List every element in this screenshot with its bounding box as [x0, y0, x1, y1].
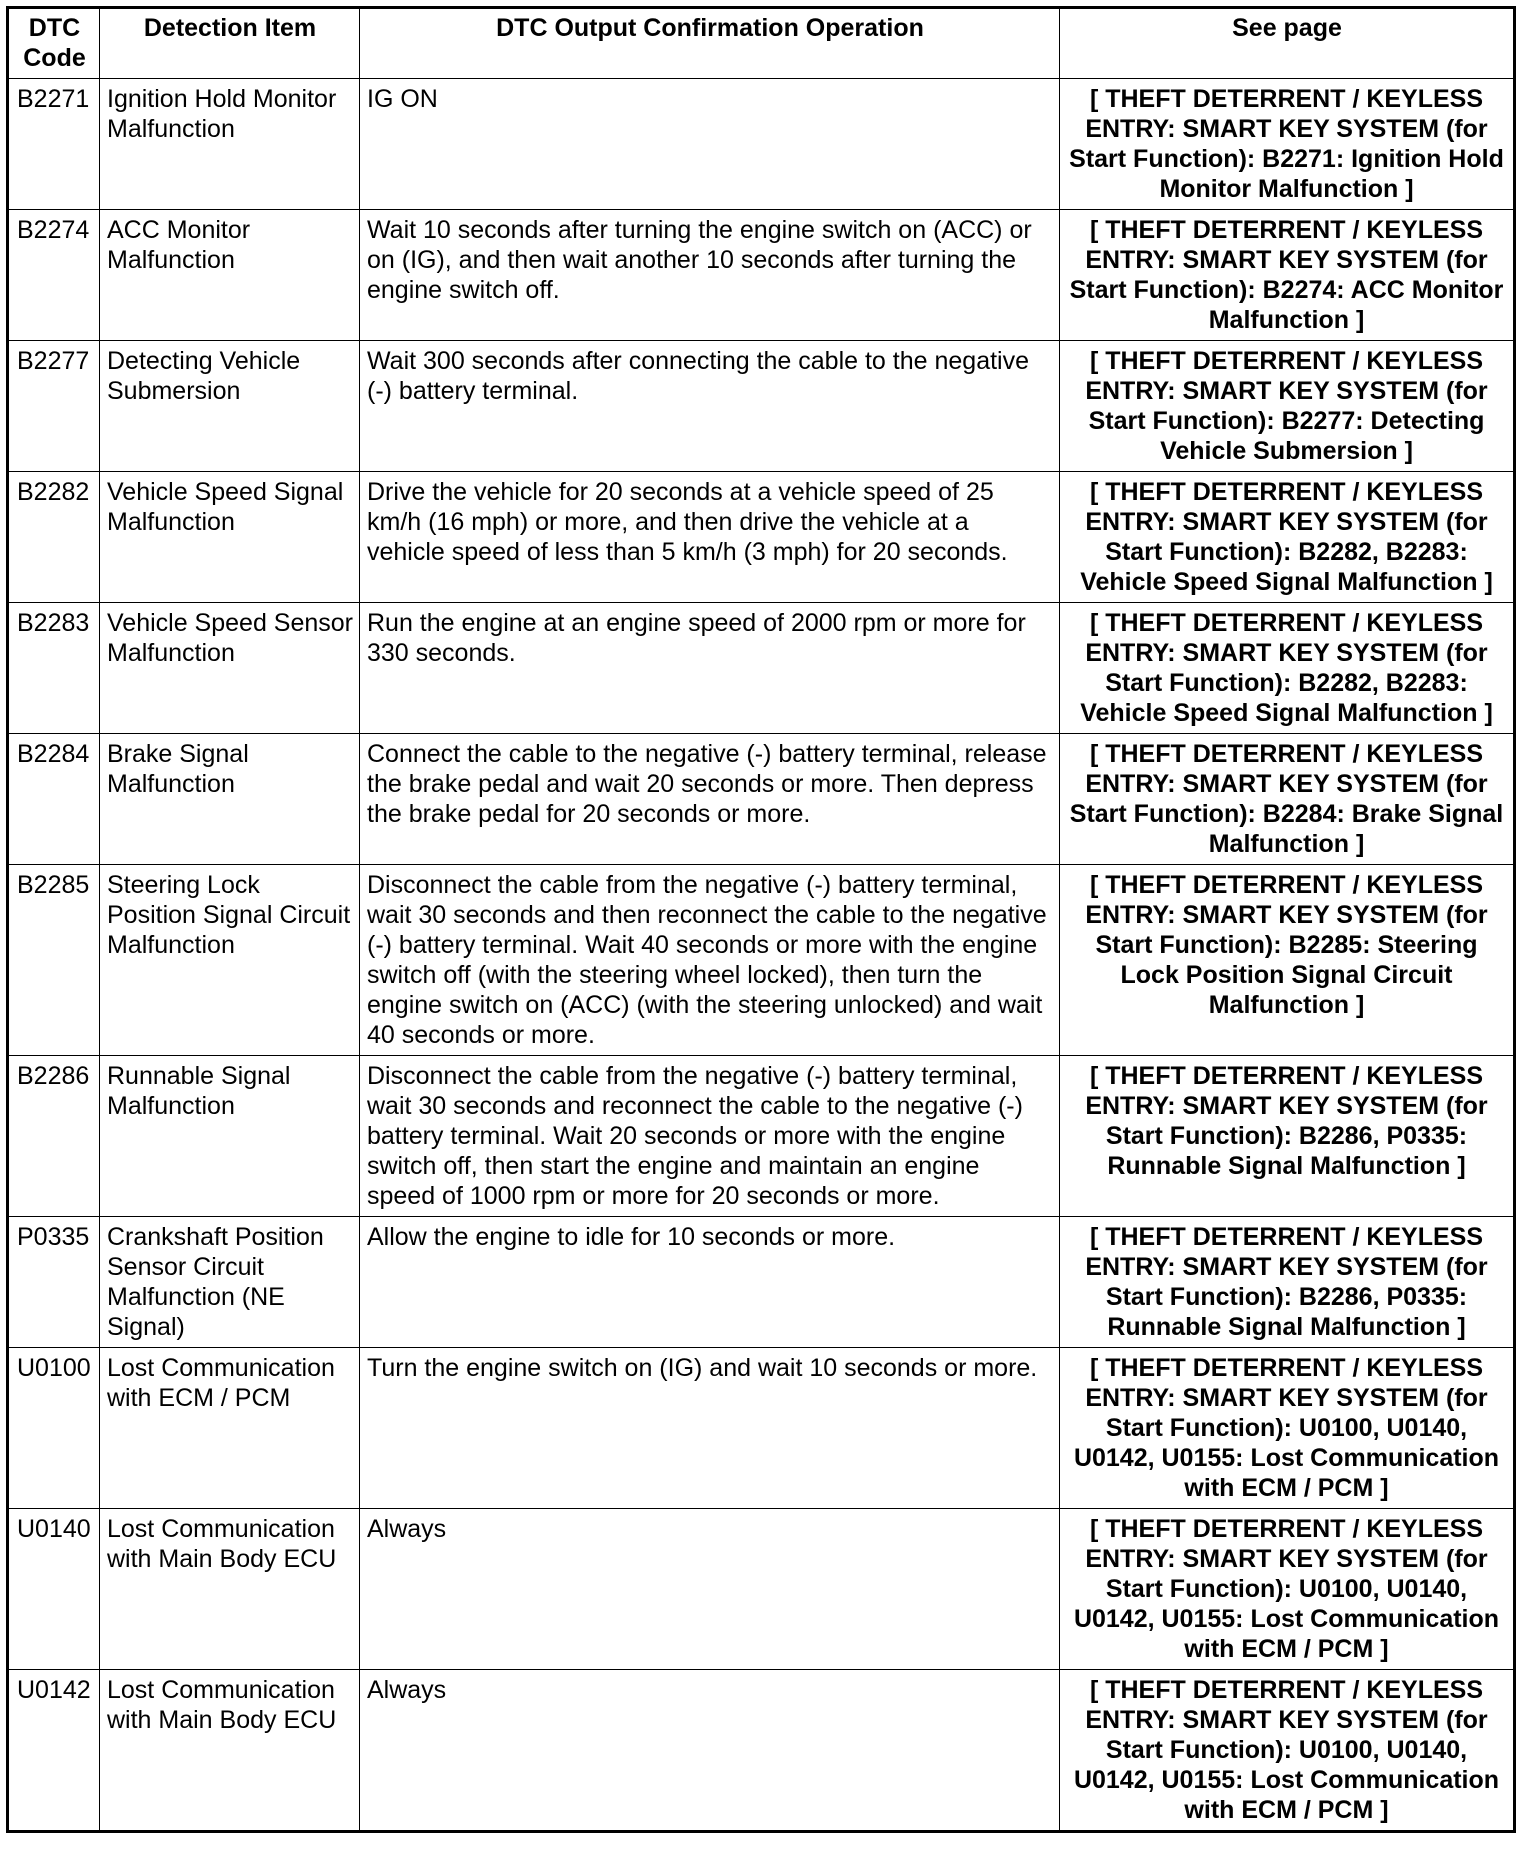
table-row — [8, 865, 1515, 1056]
operation-cell: Wait 10 seconds after turning the engine switch on (ACC) or on (IG), and then wait another 10 seconds after turning the engine switch off. — [360, 210, 1060, 341]
dtc-code-cell: U0140 — [8, 1509, 100, 1670]
dtc-code-cell: B2284 — [8, 734, 100, 865]
see-page-link[interactable]: [ THEFT DETERRENT / KEYLESS ENTRY: SMART KEY SYSTEM (for Start Function): U0100, U0140, U0142, U0155: Lost Communication with ECM / PCM ] — [1060, 1670, 1515, 1832]
detection-item-cell: Brake Signal Malfunction — [100, 734, 360, 865]
dtc-code-cell: U0142 — [8, 1670, 100, 1832]
detection-item-cell: Vehicle Speed Signal Malfunction — [100, 472, 360, 603]
table-body — [8, 79, 1515, 1832]
header-confirmation-operation: DTC Output Confirmation Operation — [360, 8, 1060, 79]
table-row — [8, 472, 1515, 603]
see-page-link[interactable]: [ THEFT DETERRENT / KEYLESS ENTRY: SMART KEY SYSTEM (for Start Function): U0100, U0140, U0142, U0155: Lost Communication with ECM / PCM ] — [1060, 1509, 1515, 1670]
see-page-link[interactable]: [ THEFT DETERRENT / KEYLESS ENTRY: SMART KEY SYSTEM (for Start Function): B2285: Steering Lock Position Signal Circuit Malfunction ] — [1060, 865, 1515, 1056]
dtc-code-cell: B2271 — [8, 79, 100, 210]
operation-cell: Disconnect the cable from the negative (-) battery terminal, wait 30 seconds and reconnect the cable to the negative (-) battery terminal. Wait 20 seconds or more with the engine switch off, then start the engine and maintain an engine speed of 1000 rpm or more for 20 seconds or more. — [360, 1056, 1060, 1217]
see-page-link[interactable]: [ THEFT DETERRENT / KEYLESS ENTRY: SMART KEY SYSTEM (for Start Function): B2277: Detecting Vehicle Submersion ] — [1060, 341, 1515, 472]
operation-cell: Turn the engine switch on (IG) and wait 10 seconds or more. — [360, 1348, 1060, 1509]
operation-cell: Allow the engine to idle for 10 seconds or more. — [360, 1217, 1060, 1348]
dtc-code-cell: B2282 — [8, 472, 100, 603]
see-page-link[interactable]: [ THEFT DETERRENT / KEYLESS ENTRY: SMART KEY SYSTEM (for Start Function): B2282, B2283: Vehicle Speed Signal Malfunction ] — [1060, 603, 1515, 734]
dtc-table — [6, 6, 1516, 1833]
operation-cell: Always — [360, 1670, 1060, 1832]
dtc-code-cell: P0335 — [8, 1217, 100, 1348]
operation-cell: Run the engine at an engine speed of 2000 rpm or more for 330 seconds. — [360, 603, 1060, 734]
dtc-code-cell: U0100 — [8, 1348, 100, 1509]
table-row — [8, 1670, 1515, 1832]
operation-cell: IG ON — [360, 79, 1060, 210]
detection-item-cell: Ignition Hold Monitor Malfunction — [100, 79, 360, 210]
detection-item-cell: Lost Communication with Main Body ECU — [100, 1509, 360, 1670]
operation-cell: Wait 300 seconds after connecting the cable to the negative (-) battery terminal. — [360, 341, 1060, 472]
table-row — [8, 1509, 1515, 1670]
header-dtc-code: DTC Code — [8, 8, 100, 79]
table-row — [8, 1056, 1515, 1217]
operation-cell: Drive the vehicle for 20 seconds at a vehicle speed of 25 km/h (16 mph) or more, and then drive the vehicle at a vehicle speed of less than 5 km/h (3 mph) for 20 seconds. — [360, 472, 1060, 603]
see-page-link[interactable]: [ THEFT DETERRENT / KEYLESS ENTRY: SMART KEY SYSTEM (for Start Function): B2274: ACC Monitor Malfunction ] — [1060, 210, 1515, 341]
operation-cell: Always — [360, 1509, 1060, 1670]
table-row — [8, 210, 1515, 341]
table-row — [8, 734, 1515, 865]
operation-cell: Connect the cable to the negative (-) battery terminal, release the brake pedal and wait 20 seconds or more. Then depress the brake pedal for 20 seconds or more. — [360, 734, 1060, 865]
dtc-code-cell: B2277 — [8, 341, 100, 472]
dtc-code-cell: B2283 — [8, 603, 100, 734]
detection-item-cell: Lost Communication with ECM / PCM — [100, 1348, 360, 1509]
detection-item-cell: Runnable Signal Malfunction — [100, 1056, 360, 1217]
table-row — [8, 79, 1515, 210]
dtc-code-cell: B2274 — [8, 210, 100, 341]
operation-cell: Disconnect the cable from the negative (-) battery terminal, wait 30 seconds and then reconnect the cable to the negative (-) battery terminal. Wait 40 seconds or more with the engine switch off (with the steering wheel locked), then turn the engine switch on (ACC) (with the steering unlocked) and wait 40 seconds or more. — [360, 865, 1060, 1056]
see-page-link[interactable]: [ THEFT DETERRENT / KEYLESS ENTRY: SMART KEY SYSTEM (for Start Function): B2271: Ignition Hold Monitor Malfunction ] — [1060, 79, 1515, 210]
see-page-link[interactable]: [ THEFT DETERRENT / KEYLESS ENTRY: SMART KEY SYSTEM (for Start Function): B2284: Brake Signal Malfunction ] — [1060, 734, 1515, 865]
detection-item-cell: Crankshaft Position Sensor Circuit Malfunction (NE Signal) — [100, 1217, 360, 1348]
see-page-link[interactable]: [ THEFT DETERRENT / KEYLESS ENTRY: SMART KEY SYSTEM (for Start Function): B2286, P0335: Runnable Signal Malfunction ] — [1060, 1056, 1515, 1217]
header-row — [8, 8, 1515, 79]
see-page-link[interactable]: [ THEFT DETERRENT / KEYLESS ENTRY: SMART KEY SYSTEM (for Start Function): B2282, B2283: Vehicle Speed Signal Malfunction ] — [1060, 472, 1515, 603]
header-see-page: See page — [1060, 8, 1515, 79]
dtc-code-cell: B2285 — [8, 865, 100, 1056]
see-page-link[interactable]: [ THEFT DETERRENT / KEYLESS ENTRY: SMART KEY SYSTEM (for Start Function): B2286, P0335: Runnable Signal Malfunction ] — [1060, 1217, 1515, 1348]
table-row — [8, 1348, 1515, 1509]
table-header — [8, 8, 1515, 79]
table-row — [8, 603, 1515, 734]
table-row — [8, 341, 1515, 472]
dtc-code-cell: B2286 — [8, 1056, 100, 1217]
table-row — [8, 1217, 1515, 1348]
detection-item-cell: Vehicle Speed Sensor Malfunction — [100, 603, 360, 734]
detection-item-cell: Lost Communication with Main Body ECU — [100, 1670, 360, 1832]
detection-item-cell: Detecting Vehicle Submersion — [100, 341, 360, 472]
see-page-link[interactable]: [ THEFT DETERRENT / KEYLESS ENTRY: SMART KEY SYSTEM (for Start Function): U0100, U0140, U0142, U0155: Lost Communication with ECM / PCM ] — [1060, 1348, 1515, 1509]
header-detection-item: Detection Item — [100, 8, 360, 79]
detection-item-cell: ACC Monitor Malfunction — [100, 210, 360, 341]
detection-item-cell: Steering Lock Position Signal Circuit Malfunction — [100, 865, 360, 1056]
